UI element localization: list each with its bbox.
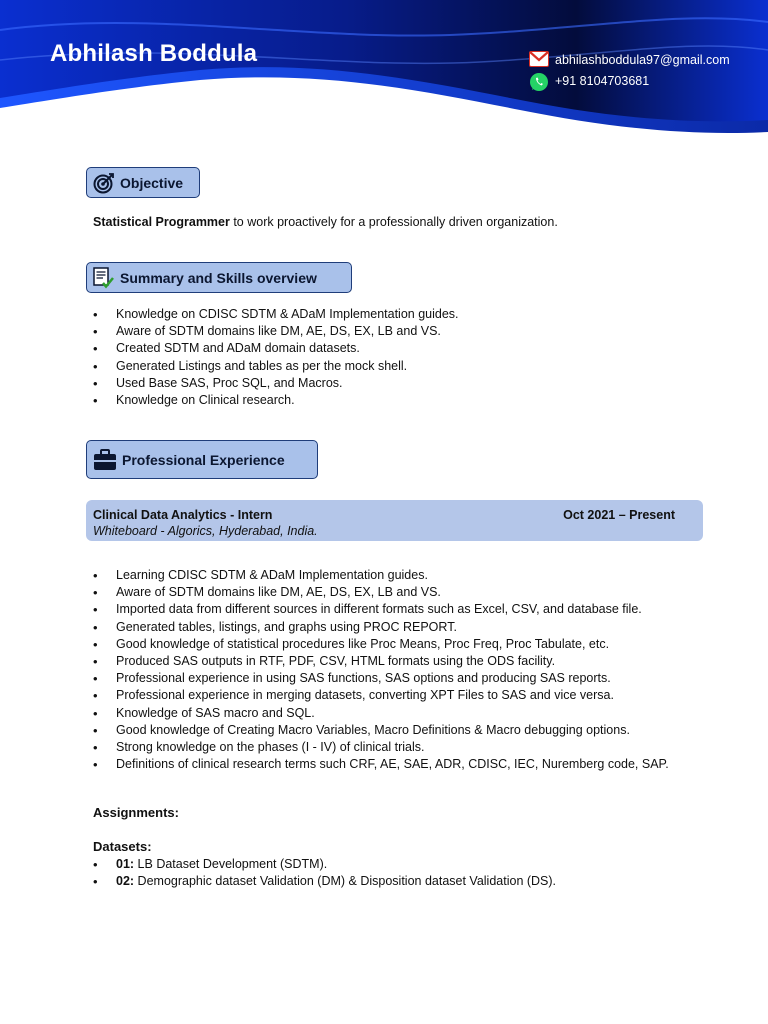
- assignments-heading: Assignments:: [93, 805, 179, 820]
- dataset-code: 02:: [116, 874, 135, 889]
- candidate-name: Abhilash Boddula: [50, 40, 258, 67]
- list-item: • Knowledge on Clinical research.: [93, 392, 459, 409]
- skills-list: [93, 306, 459, 409]
- list-item: • Professional experience in merging datasets, converting XPT Files to SAS and vice versa.: [93, 687, 669, 704]
- mail-icon: [529, 51, 549, 69]
- dataset-code: 01:: [116, 857, 135, 871]
- list-item: • Knowledge of SAS macro and SQL.: [93, 705, 669, 722]
- list-item: • Professional experience in using SAS functions, SAS options and producing SAS reports.: [93, 670, 669, 687]
- list-item: • Produced SAS outputs in RTF, PDF, CSV, HTML formats using the ODS facility.: [93, 653, 669, 670]
- header-banner: [0, 0, 768, 140]
- objective-body: to work proactively for a professionally driven organization.: [229, 215, 558, 229]
- datasets-heading: Datasets:: [93, 839, 152, 854]
- experience-section-header: [86, 440, 318, 479]
- list-item: • Good knowledge of statistical procedures like Proc Means, Proc Freq, Proc Tabulate, etc.: [93, 636, 669, 653]
- objective-heading: Objective: [120, 174, 184, 191]
- target-icon: [93, 172, 115, 194]
- dataset-text: Demographic dataset Validation (DM) & Disposition dataset Validation (DS).: [134, 874, 557, 889]
- list-item: • Aware of SDTM domains like DM, AE, DS, EX, LB and VS.: [93, 584, 669, 601]
- whatsapp-icon: [529, 72, 549, 90]
- dataset-text: LB Dataset Development (SDTM).: [134, 857, 328, 871]
- list-item: • Strong knowledge on the phases (I - IV) of clinical trials.: [93, 739, 669, 756]
- datasets-list: [93, 856, 556, 890]
- checklist-icon: [93, 267, 115, 289]
- phone-text: +91 8104703681: [555, 74, 650, 88]
- list-item: • Good knowledge of Creating Macro Variables, Macro Definitions & Macro debugging options.: [93, 722, 669, 739]
- email-contact: [529, 51, 730, 69]
- experience-list: [93, 567, 669, 773]
- summary-heading: Summary and Skills overview: [120, 269, 317, 286]
- experience-heading: Professional Experience: [122, 451, 285, 468]
- objective-section-header: [86, 167, 200, 198]
- list-item: [93, 873, 556, 890]
- list-item: • Learning CDISC SDTM & ADaM Implementation guides.: [93, 567, 669, 584]
- list-item: [93, 856, 556, 873]
- list-item: • Definitions of clinical research terms such CRF, AE, SAE, ADR, CDISC, IEC, Nuremberg code, SAP.: [93, 756, 669, 773]
- summary-section-header: [86, 262, 352, 293]
- job-company: Whiteboard - Algorics, Hyderabad, India.: [93, 524, 318, 538]
- briefcase-icon: [93, 449, 117, 471]
- list-item: • Knowledge on CDISC SDTM & ADaM Implementation guides.: [93, 306, 459, 323]
- header-wave-background: [0, 0, 768, 140]
- list-item: • Aware of SDTM domains like DM, AE, DS, EX, LB and VS.: [93, 323, 459, 340]
- job-header: [86, 500, 703, 541]
- objective-role: Statistical Programmer: [93, 215, 230, 229]
- job-dates: Oct 2021 – Present: [563, 508, 675, 522]
- list-item: • Imported data from different sources in different formats such as Excel, CSV, and database file.: [93, 601, 669, 618]
- job-title: Clinical Data Analytics - Intern: [93, 508, 273, 522]
- email-text[interactable]: abhilashboddula97@gmail.com: [555, 53, 730, 67]
- list-item: • Created SDTM and ADaM domain datasets.: [93, 340, 459, 357]
- objective-statement: [93, 215, 558, 229]
- list-item: • Used Base SAS, Proc SQL, and Macros.: [93, 375, 459, 392]
- list-item: • Generated Listings and tables as per the mock shell.: [93, 358, 459, 375]
- list-item: • Generated tables, listings, and graphs using PROC REPORT.: [93, 619, 669, 636]
- phone-contact: [529, 72, 649, 90]
